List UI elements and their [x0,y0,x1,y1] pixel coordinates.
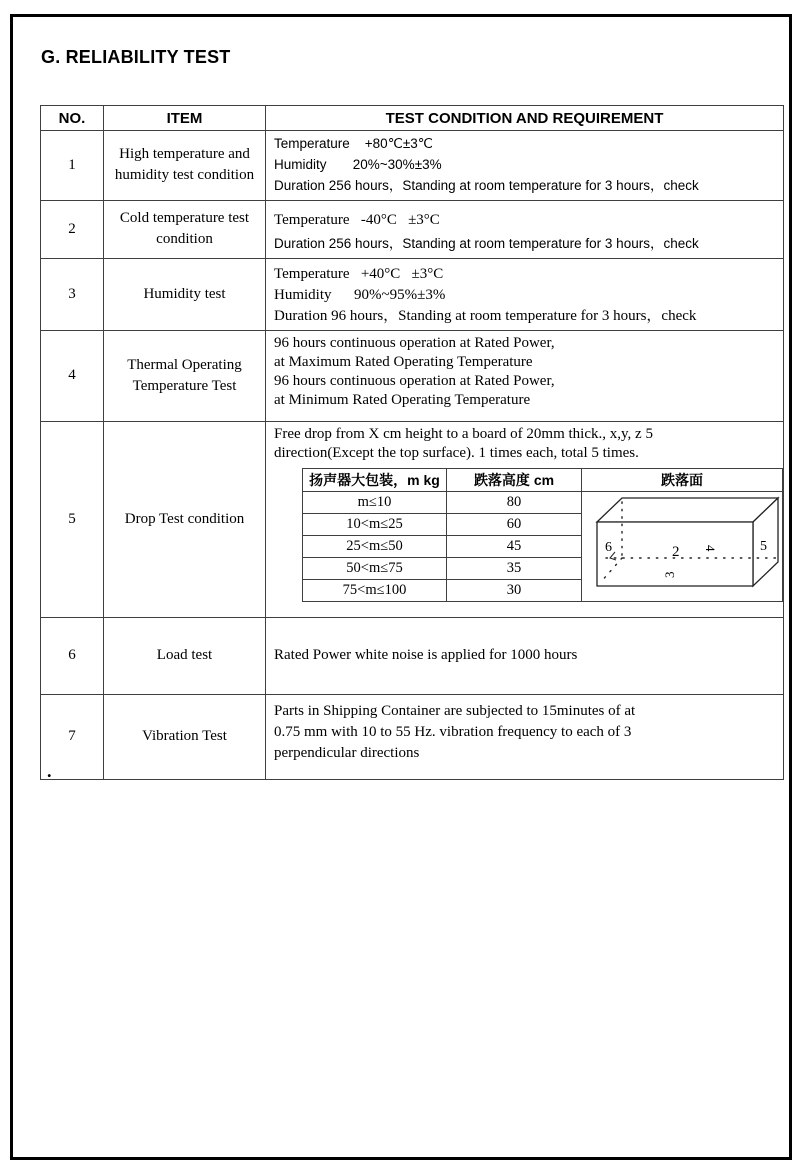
condition-line: 0.75 mm with 10 to 55 Hz. vibration frequency to each of 3 [274,723,632,740]
row-number: 2 [41,200,104,258]
face-label-front: 2 [672,543,680,560]
item-cell [104,258,266,330]
weight-range: m≤10 [303,491,447,513]
drop-height: 35 [447,557,582,579]
condition-line: at Minimum Rated Operating Temperature [274,392,531,409]
footnote-dot: . [47,761,52,781]
page-title: G. RELIABILITY TEST [41,47,231,67]
drop-header-surface: 跌落面 [582,468,783,491]
table-row [41,617,784,694]
condition-cell [266,258,784,330]
condition-line: perpendicular directions [274,744,420,761]
condition-cell [266,131,784,201]
condition-line: Free drop from X cm height to a board of 20mm thick., x,y, z 5 [274,425,653,442]
item-cell [104,421,266,617]
condition-cell [266,330,784,421]
condition-cell [266,694,784,779]
table-row [41,421,784,617]
condition-line: 96 hours continuous operation at Rated Power, [274,334,555,351]
item-line: Cold temperature test [119,210,250,227]
drop-header-height: 跌落高度 cm [447,468,582,491]
row-number: 6 [41,617,104,694]
condition-cell [266,200,784,258]
table-row [41,694,784,779]
condition-line: Parts in Shipping Container are subjected to 15minutes of at [274,702,636,719]
table-row [41,258,784,330]
face-label-left: 6 [605,539,612,555]
weight-range: 25<m≤50 [303,535,447,557]
item-line: condition [156,231,213,248]
item-line: humidity test condition [114,167,255,184]
condition-line: Duration 256 hours，Standing at room temperature for 3 hours，check [274,177,699,193]
weight-range: 10<m≤25 [303,513,447,535]
item-cell [104,617,266,694]
condition-line: Duration 256 hours，Standing at room temperature for 3 hours，check [274,235,699,251]
header-condition: TEST CONDITION AND REQUIREMENT [266,106,784,131]
cuboid-diagram [584,494,780,594]
row-number: 3 [41,258,104,330]
weight-range: 50<m≤75 [303,557,447,579]
item-cell [104,131,266,201]
drop-row [303,491,783,513]
item-line: Load test [156,647,213,664]
table-row [41,200,784,258]
face-label-right: 5 [760,538,767,554]
table-header-row [41,106,784,131]
face-label-top-rotated: 4 [703,544,718,552]
condition-line: Temperature +40°C ±3°C [274,265,444,282]
table-row [41,330,784,421]
condition-line: 96 hours continuous operation at Rated Power, [274,373,555,390]
condition-cell [266,421,784,617]
drop-height: 80 [447,491,582,513]
item-cell [104,694,266,779]
condition-line: Temperature -40°C ±3°C [274,211,440,228]
row-number: 5 [41,421,104,617]
item-line: High temperature and [119,146,250,163]
drop-height: 45 [447,535,582,557]
header-no: NO. [41,106,104,131]
condition-line: Humidity 90%~95%±3% [274,286,446,303]
row-number: 4 [41,330,104,421]
drop-table-header-row [303,468,783,491]
item-cell [104,200,266,258]
item-line: Temperature Test [132,377,237,394]
header-item: ITEM [104,106,266,131]
condition-line: direction(Except the top surface). 1 times each, total 5 times. [274,445,639,462]
cuboid-top-face [597,498,778,522]
page-border [10,14,792,1160]
item-line: Thermal Operating [127,356,242,373]
row-number: 1 [41,131,104,201]
drop-surface-diagram [582,491,783,601]
face-label-bottom-rotated: 3 [662,571,677,578]
condition-cell [266,617,784,694]
item-line: Humidity test [143,285,226,302]
drop-height: 60 [447,513,582,535]
item-line: Drop Test condition [124,510,245,527]
weight-range: 75<m≤100 [303,579,447,601]
drop-height: 30 [447,579,582,601]
condition-line: at Maximum Rated Operating Temperature [274,353,533,370]
item-line: Vibration Test [142,728,227,745]
drop-height-table [302,468,783,602]
item-cell [104,330,266,421]
condition-line: Humidity 20%~30%±3% [274,156,442,172]
condition-line: Temperature +80℃±3℃ [274,136,433,151]
condition-line: Rated Power white noise is applied for 1000 hours [274,647,578,664]
drop-header-weight: 扬声器大包装，m kg [303,468,447,491]
table-row [41,131,784,201]
condition-line: Duration 96 hours，Standing at room temperature for 3 hours，check [274,307,697,324]
reliability-table [40,105,784,780]
row-number: 7 [41,694,104,779]
